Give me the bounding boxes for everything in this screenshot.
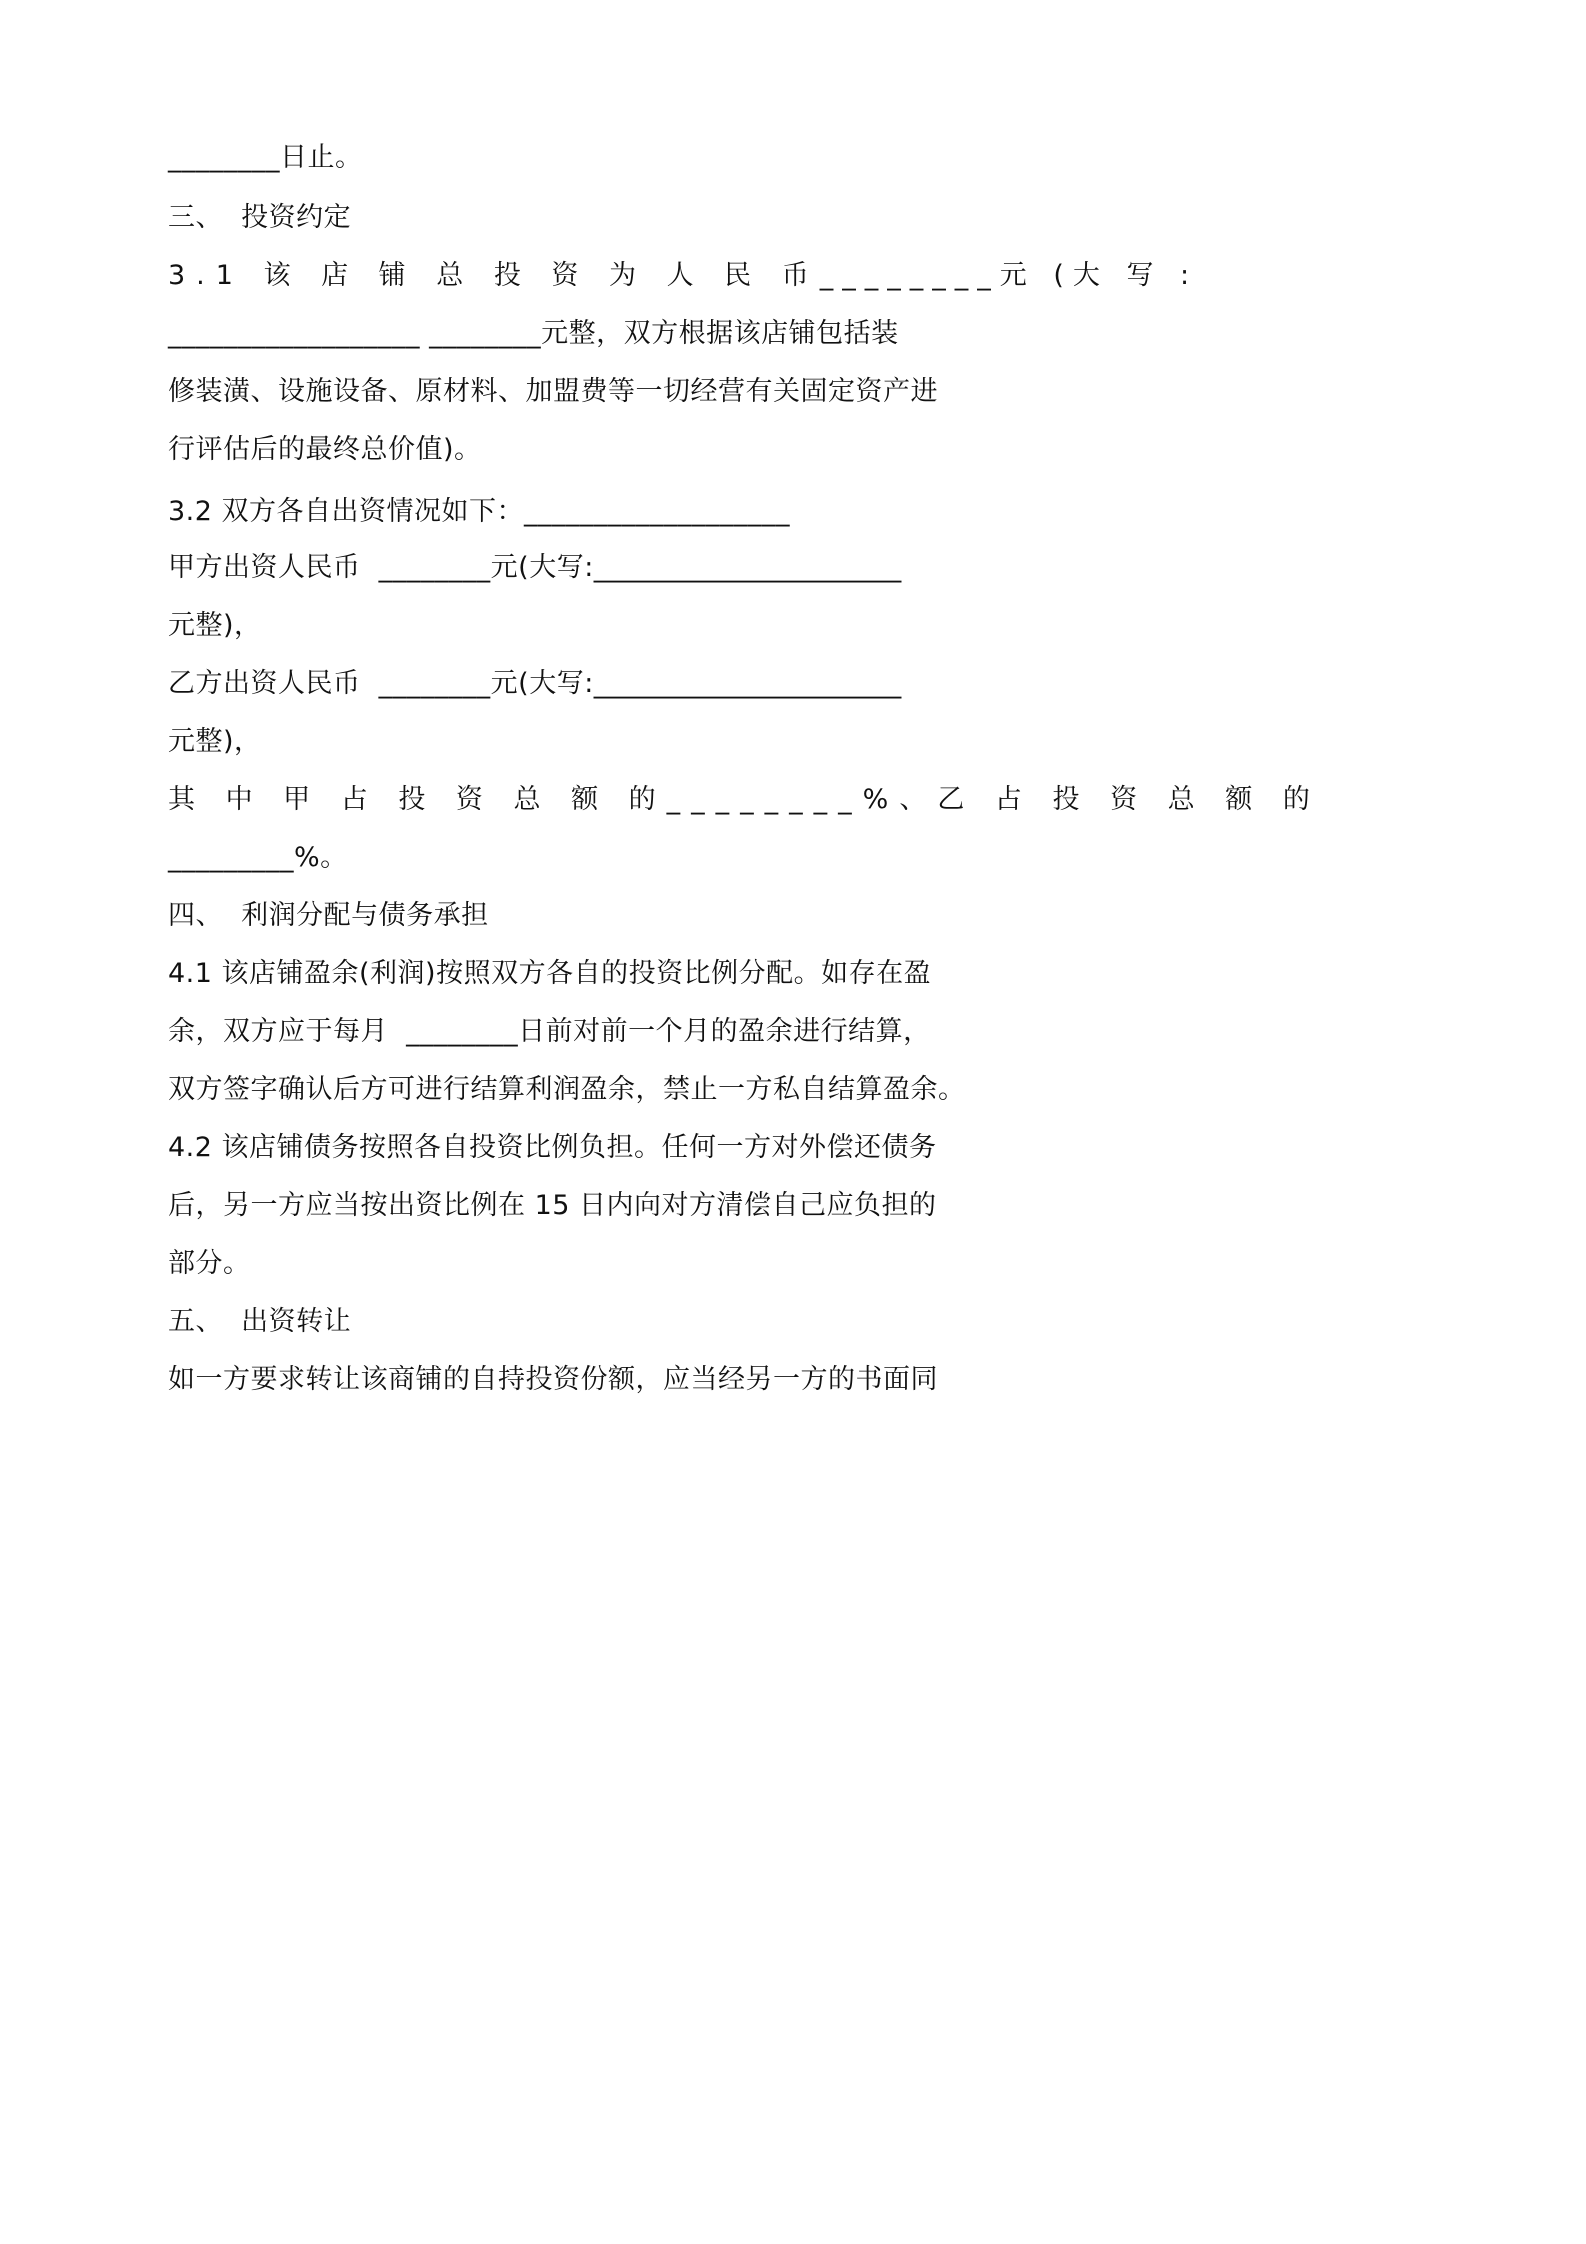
line-3-1 <box>168 258 1199 294</box>
line-3-2: 3.2 双方各自出资情况如下：___________________ <box>168 496 791 527</box>
clause-3-1-amount: ________元 (大 写 : <box>819 260 1199 291</box>
share-ratio-start: 其 中 甲 占 投 资 总 额 的 <box>168 784 667 815</box>
clause-3-1-start: 3.1 该 店 铺 总 投 资 为 人 民 币 <box>168 260 820 291</box>
line-3-1-cont-2: 修装潢、设施设备、原材料、加盟费等一切经营有关固定资产进 <box>168 376 938 407</box>
line-4-2-cont-1: 后，另一方应当按出资比例在 15 日内向对方清偿自己应负担的 <box>168 1190 937 1221</box>
line-party-a-investment: 甲方出资人民币 ________元(大写:______________________ <box>168 552 902 583</box>
section-heading-transfer: 五、 出资转让 <box>168 1306 352 1337</box>
line-share-ratio-cont: _________%。 <box>168 842 348 873</box>
line-3-1-cont-1: __________________ ________元整，双方根据该店铺包括装 <box>168 318 899 349</box>
line-4-1-cont-1: 余，双方应于每月 ________日前对前一个月的盈余进行结算， <box>168 1016 931 1047</box>
line-4-2: 4.2 该店铺债务按照各自投资比例负担。任何一方对外偿还债务 <box>168 1132 937 1163</box>
line-4-2-cont-2: 部分。 <box>168 1248 251 1279</box>
section-heading-investment: 三、 投资约定 <box>168 202 352 233</box>
line-4-1-cont-2: 双方签字确认后方可进行结算利润盈余，禁止一方私自结算盈余。 <box>168 1074 966 1105</box>
line-share-ratio <box>168 782 1321 818</box>
line-4-1: 4.1 该店铺盈余(利润)按照双方各自的投资比例分配。如存在盈 <box>168 958 932 989</box>
line-party-b-suffix: 元整)， <box>168 726 262 757</box>
line-party-a-suffix: 元整)， <box>168 610 262 641</box>
section-heading-profit: 四、 利润分配与债务承担 <box>168 900 489 931</box>
line-party-b-investment: 乙方出资人民币 ________元(大写:______________________ <box>168 668 902 699</box>
line-transfer-1: 如一方要求转让该商铺的自持投资份额，应当经另一方的书面同 <box>168 1364 938 1395</box>
line-3-1-cont-3: 行评估后的最终总价值)。 <box>168 434 482 465</box>
line-date-end: ________日止。 <box>168 142 363 173</box>
share-ratio-end: ________%、乙 占 投 资 总 额 的 <box>666 784 1321 815</box>
